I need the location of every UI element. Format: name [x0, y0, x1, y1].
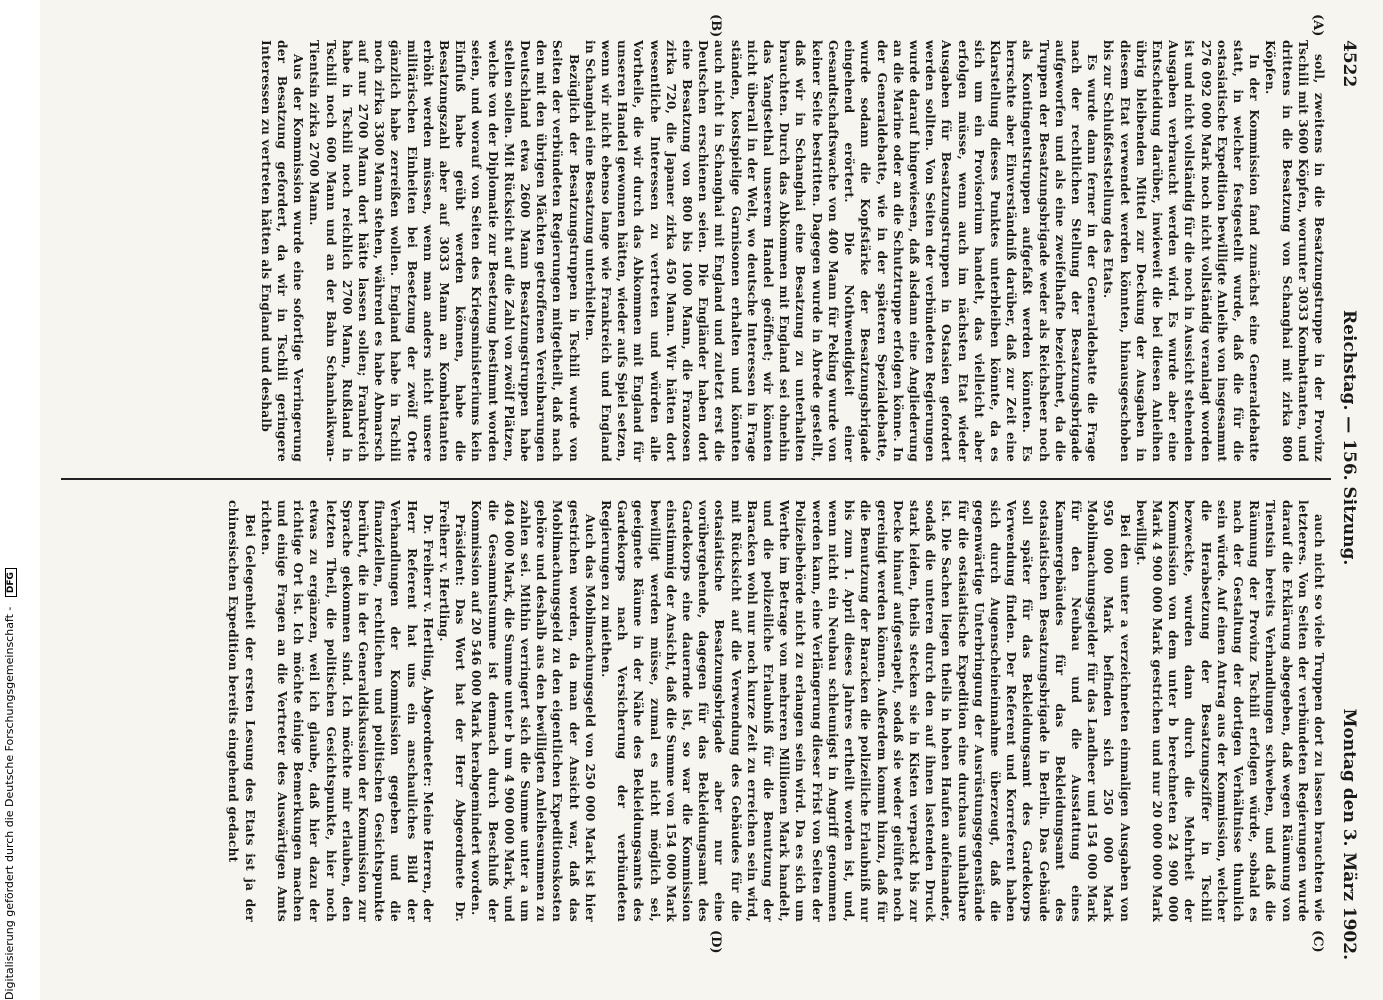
page-header — [1331, 40, 1365, 960]
rotated-page-content — [40, 0, 1383, 1000]
session-date: Montag den 3. März 1902. — [1339, 708, 1359, 960]
paragraph: Es wurde dann ferner in der Generaldebatte die Frage nach der rechtlichen Stellung der Besatzungsbrigade aufgeworfen und als eine zweifelhafte bezeichnet, da die Truppen der Besatzungsbrigade weder als Reichsheer noch als Kontingentstruppen aufgefaßt werden könnten. Es herrschte aber Einverständniß darüber, daß zur Zeit eine Klarstellung dieses Punktes unterbleiben könnte, da es sich um ein Provisorium handelt, das vielleicht aber erfolgen müsse, wenn auch im nächsten Etat wieder Ausgaben für Besatzungstruppen in Ostasien gefordert werden sollten. Von Seiten der verbündeten Regierungen wurde darauf hingewiesen, daß alsdann eine Angliederung an die Marine oder an die Schutztruppe erfolgen könne. In der Generaldebatte, wie in der späteren Spezialdebatte, wurde sodann die Kopfstärke der Besatzungsbrigade eingehend erörtert. Die Nothwendigkeit einer Gesandtschaftswache von 400 Mann für Peking wurde von keiner Seite bestritten. Dagegen wurde in Abrede gestellt, daß wir in Schanghai eine Besatzung zu unterhalten brauchten. Durch das Abkommen mit England sei ohnehin das Yangtsethal unserem Handel geöffnet; wir könnten nicht überall in der Welt, wo deutsche Interessen in Frage ständen, kostspielige Garnisonen erhalten und könnten auch nicht in Schanghai mit England und zuletzt erst die Deutschen erschienen seien. Die Engländer haben dort eine Besatzung von 800 bis 1000 Mann, die Franzosen zirka 720, die Japaner zirka 450 Mann. Wir hätten dort wesentliche Interessen zu vertreten und würden alle Vortheile, die wir durch das Abkommen mit England für unseren Handel gewonnen hätten, wieder aufs Spiel setzen, wenn wir nicht ebenso lange wie Frankreich und England in Schanghai eine Besatzung unterhielten. — [582, 40, 1100, 462]
paragraph: Bezüglich der Besatzungstruppen in Tschili wurde von Seiten der verbündeten Regierungen mitgetheilt, daß nach den mit den übrigen Mächten getroffenen Vereinbarungen Deutschland etwa 2600 Mann Besatzungstruppen habe stellen sollen. Mit Rücksicht auf die Zahl von zwölf Plätzen, welche von der Diplomatie zur Besetzung bestimmt worden seien, und worauf von Seiten des Kriegsministeriums kein Einfluß habe geübt werden können, habe die Besatzungszahl aber auf 3033 Mann an Kombattanten erhöht werden müssen, wenn man anders nicht unsere militärischen Einheiten bei Besetzung der zwölf Orte gänzlich habe zerreißen wollen. England habe in Tschili noch zirka 3300 Mann stehen, während es habe Abmarsch auf nur 2700 Mann dort hätte lassen sollen; Frankreich habe in Tschili noch reichlich 2700 Mann, Rußland in Tschili noch 600 Mann und an der Bahn Schanhaikwan-Tientsin zirka 2700 Mann. — [307, 40, 581, 462]
paragraph: Aus der Kommission wurde eine sofortige Verringerung der Besatzung gefordert, da wir in Tschili geringere Interessen zu vertreten hätten als England und deshalb — [258, 40, 306, 462]
paragraph: Bei Gelegenheit der ersten Lesung des Etats ist ja der chinesischen Expedition bereits eingehend gedacht — [226, 500, 257, 922]
page-number: 4522 — [1339, 40, 1359, 88]
left-column — [67, 40, 1327, 462]
margin-marker-a: (A) — [1310, 14, 1325, 37]
margin-marker-c: (C) — [1310, 930, 1325, 953]
margin-marker-d: (D) — [708, 930, 723, 954]
column-divider — [61, 478, 1331, 480]
dfg-logo: DFG — [5, 568, 17, 597]
footer-strip — [0, 0, 26, 1000]
scanned-page — [40, 0, 1383, 1000]
paragraph: In der Kommission fand zunächst eine Generaldebatte statt, in welcher festgestellt wurde, daß die für die ostasiatische Expedition bewilligte Anleihe von insgesammt 276 092 000 Mark noch nicht vollständig veranlagt worden ist und nicht vollständig für die noch in Aussicht stehenden Ausgaben verbraucht werden wird. Es wurde aber eine Entscheidung darüber, inwieweit die bei diesen Anleihen übrig bleibenden Mittel zur Deckung der Ausgaben in diesem Etat verwendet werden könnten, hinausgeschoben bis zur Schlußfeststellung des Etats. — [1101, 40, 1262, 462]
paragraph: Bei den unter a verzeichneten einmaligen Ausgaben von 950 000 Mark befinden sich 250 000 Mark Mobilmachungsgelder für das Landheer und 154 000 Mark für den Neubau und die Ausstattung eines Kammergebäudes für das Bekleidungsamt des ostasiatischen Besatzungsbrigade in Berlin. Das Gebäude soll später für das Bekleidungsamt des Gardekorps Verwendung finden. Der Referent und Korreferent haben sich durch Augenscheineinnahme überzeugt, daß die gegenwärtige Unterbringung der Ausrüstungsgegenstände für die ostasiatische Expedition eine durchaus unhaltbare ist. Die Sachen liegen theils in hohen Haufen aufeinander, sodaß die unteren durch den auf ihnen lastenden Druck stark leiden, theils stecken sie in Kisten verpackt bis zur Decke hinauf aufgestapelt, sodaß sie weder gelüftet noch gereinigt werden können. Außerdem kommt hinzu, daß für die Benutzung der Baracken die polizeiliche Erlaubniß nur bis zum 1. April dieses Jahres ertheilt worden ist, und, wenn nicht ein Neubau schleunigst in Angriff genommen werden kann, eine Verlängerung dieser Frist von Seiten der Polizeibehörde nicht zu erlangen sein wird. Da es sich um Werthe im Betrage von mehreren Millionen Mark handelt, und die polizeiliche Erlaubniß für die Benutzung der Baracken wohl nur noch kurze Zeit zu erreichen sein wird, mit Rücksicht auf die Verwendung des Gebäudes für die ostasiatische Besatzungsbrigade aber nur eine vorübergehende, dagegen für das Bekleidungsamt des Gardekorps eine dauernde ist, so war die Kommission einstimmig der Ansicht, daß die Summe von 154 000 Mark bewilligt werden müsse, zumal es nicht möglich sei, geeignete Räume in der Nähe des Bekleidungsamts des Gardekorps nach Versicherung der verbündeten Regierungen zu miethen. — [599, 500, 1132, 922]
funding-note — [3, 10, 17, 1000]
right-column — [67, 500, 1327, 922]
session-title: Reichstag. — 156. Sitzung. — [1339, 310, 1359, 566]
margin-marker-b: (B) — [708, 14, 723, 38]
paragraph: Präsident: Das Wort hat der Herr Abgeordnete Dr. Freiherr v. Hertling. — [437, 500, 468, 922]
paragraph: auch nicht so viele Truppen dort zu lassen brauchten wie letzteres. Von Seiten der verbündeten Regierungen wurde darauf die Erklärung abgegeben, daß wegen Räumung von Tientsin bereits Verhandlungen schweben, und daß die Räumung der Provinz Tschili erfolgen würde, sobald es nach der Gestaltung der dortigen Verhältnisse thunlich sein würde. Auf einen Antrag aus der Kommission, welcher die Herabsetzung der Besatzungsziffer in Tschili bezweckte, wurden dann durch die Mehrheit der Kommission von dem unter b berechneten 24 900 000 Mark 4 900 000 Mark gestrichen und nur 20 000 000 Mark bewilligt. — [1133, 500, 1326, 922]
paragraph: soll, zweitens in die Besatzungstruppe in der Provinz Tschili mit 3600 Köpfen, worunter 3033 Kombattanten, und drittens in die Besatzung von Schanghai mit zirka 800 Köpfen. — [1263, 40, 1326, 462]
funding-text: Digitalisierung gefördert durch die Deutsche Forschungsgemeinschaft - — [3, 606, 16, 1000]
paragraph: Dr. Freiherr v. Hertling, Abgeordneter: Meine Herren, der Herr Referent hat uns ein anschauliches Bild der Verhandlungen der Kommission gegeben und die finanziellen, rechtlichen und politischen Gesichtspunkte berührt, die in der Generaldiskussion der Kommission zur Sprache gekommen sind. Ich möchte mir erlauben, den letzten Theil, die politischen Gesichtspunkte, hier noch etwas zu ergänzen, weil ich glaube, daß hier dazu der richtige Ort ist. Ich möchte einige Bemerkungen machen und einige Fragen an die Vertreter des Auswärtigen Amts richten. — [258, 500, 435, 922]
paragraph: Auch das Mobilmachungsgeld von 250 000 Mark ist hier gestrichen worden, da man der Ansicht war, daß das Mobilmachungsgeld zu den eigentlichen Expeditionskosten gehöre und deshalb aus den bewilligten Anleihesummen zu zahlen sei. Mithin verringert sich die Summe unter a um 404 000 Mark, die Summe unter b um 4 900 000 Mark, und die Gesammtsumme ist demnach durch Beschluß der Kommission auf 20 546 000 Mark herabgemindert worden. — [469, 500, 597, 922]
